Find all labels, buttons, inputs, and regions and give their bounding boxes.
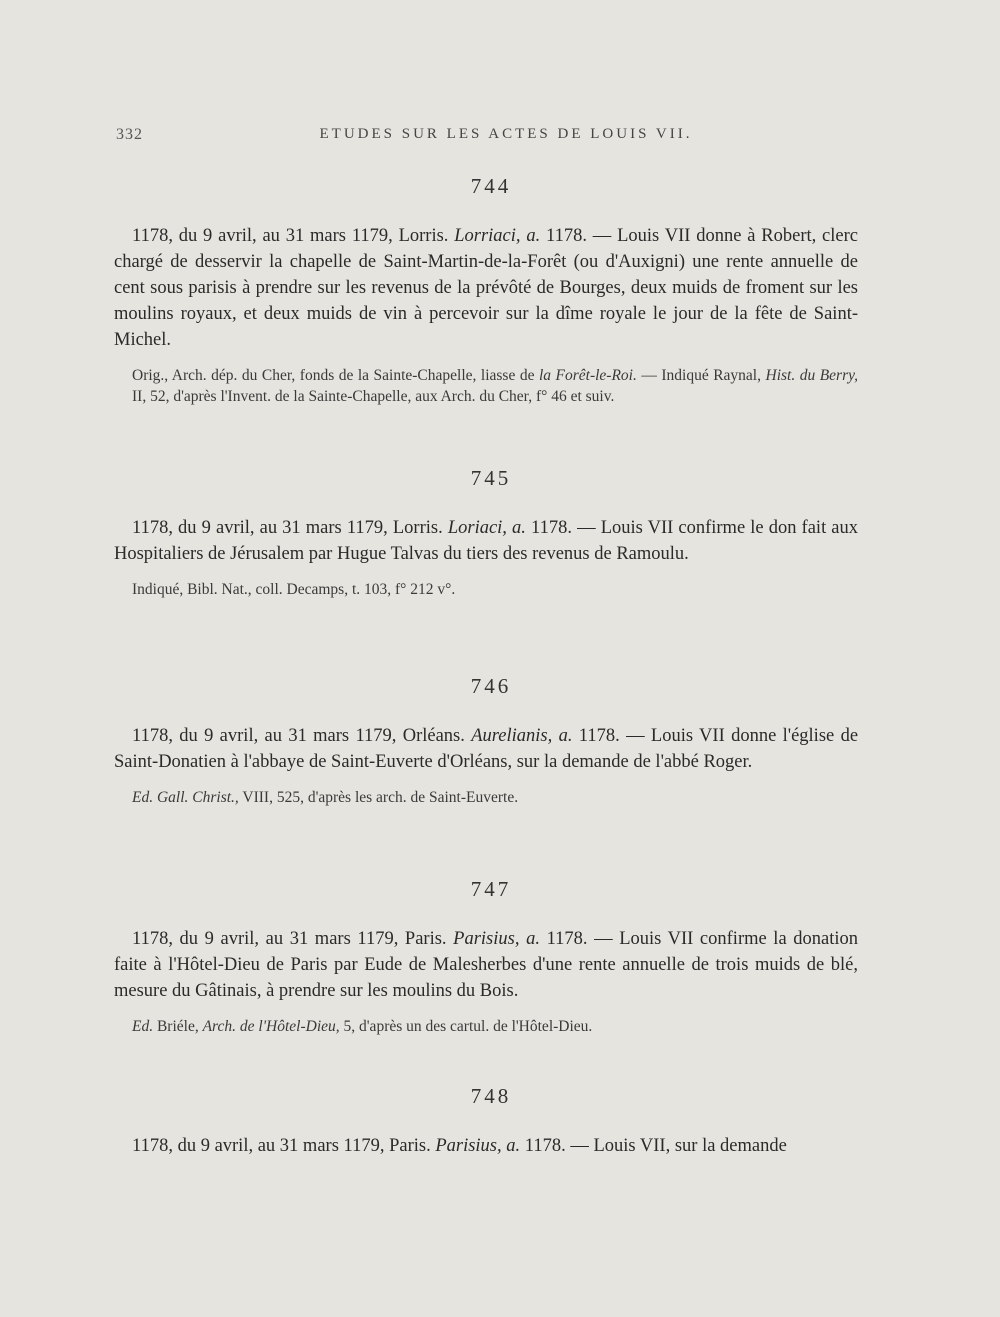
act-number: 748 — [470, 1084, 512, 1108]
act-text: 1178, du 9 avril, au 31 mars 1179, Lorris. Lorriaci, a. 1178. — Louis VII donne à Robert, clerc chargé de desservir la chapelle de Saint-Martin-de-la-Forêt (ou d'Auxigni) une rente annuelle de cent sous parisis à prendre sur les revenus de la prévôté de Bourges, deux muids de froment sur les moulins royaux, et deux muids de vin à percevoir sur la dîme royale le jour de la fête de Saint-Michel. — [114, 226, 858, 350]
act-entry-744 — [114, 174, 858, 407]
act-text: 1178, du 9 avril, au 31 mars 1179, Orléans. Aurelianis, a. 1178. — Louis VII donne l'église de Saint-Donatien à l'abbaye de Saint-Euverte d'Orléans, sur la demande de l'abbé Roger. — [114, 726, 859, 772]
act-text: 1178, du 9 avril, au 31 mars 1179, Lorris. Loriaci, a. 1178. — Louis VII confirme le don fait aux Hospitaliers de Jérusalem par Hugue Talvas du tiers des revenus de Ramoulu. — [114, 518, 859, 564]
act-source-note: Ed. Briéle, Arch. de l'Hôtel-Dieu, 5, d'après un des cartul. de l'Hôtel-Dieu. — [132, 1018, 593, 1035]
page-number: 332 — [116, 126, 143, 143]
act-number: 744 — [470, 174, 512, 198]
act-source-note: Orig., Arch. dép. du Cher, fonds de la Sainte-Chapelle, liasse de la Forêt-le-Roi. — Indiqué Raynal, Hist. du Berry, II, 52, d'après l'Invent. de la Sainte-Chapelle, aux Arch. du Cher, f° 46 et suiv. — [132, 367, 859, 405]
act-text: 1178, du 9 avril, au 31 mars 1179, Paris. Parisius, a. 1178. — Louis VII confirme la donation faite à l'Hôtel-Dieu de Paris par Eude de Malesherbes d'une rente annuelle de trois muids de blé, mesure du Gâtinais, à prendre sur les moulins du Bois. — [114, 929, 859, 1001]
act-number: 747 — [470, 877, 512, 901]
act-entry-747 — [114, 877, 858, 1037]
act-number: 746 — [470, 674, 512, 698]
act-entry-748 — [114, 1084, 858, 1159]
act-source-note: Ed. Gall. Christ., VIII, 525, d'après les arch. de Saint-Euverte. — [132, 789, 519, 806]
act-entry-745 — [114, 466, 858, 600]
running-title: ETUDES SUR LES ACTES DE LOUIS VII. — [319, 126, 693, 142]
page-header — [116, 126, 856, 152]
act-text: 1178, du 9 avril, au 31 mars 1179, Paris. Parisius, a. 1178. — Louis VII, sur la demande — [132, 1136, 787, 1156]
act-source-note: Indiqué, Bibl. Nat., coll. Decamps, t. 103, f° 212 v°. — [132, 581, 456, 598]
act-number: 745 — [470, 466, 512, 490]
act-entry-746 — [114, 674, 858, 808]
